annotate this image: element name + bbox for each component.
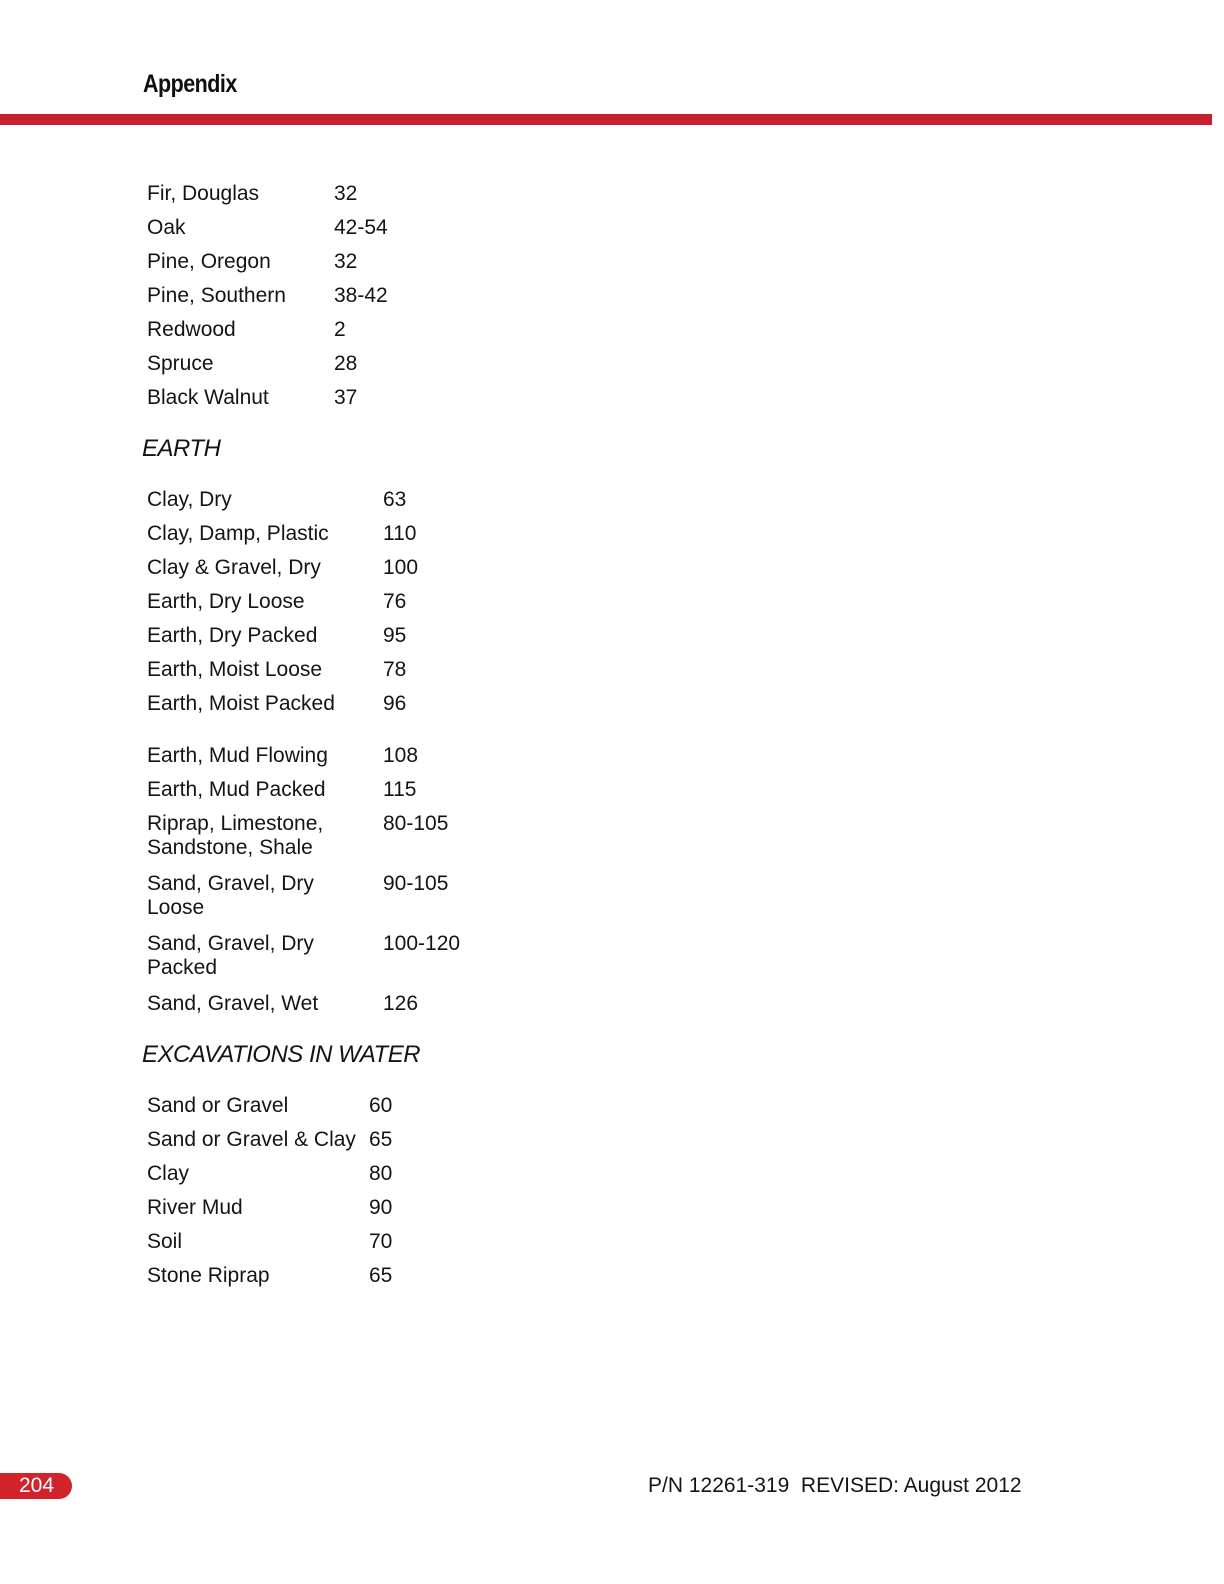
table-row [147,488,460,522]
material-name: Clay, Dry [147,488,232,511]
weight-value: 108 [383,744,419,767]
table-row [147,556,460,590]
material-name: Sand, Gravel, Wet [147,992,319,1015]
section-title-earth: EARTH [142,435,221,462]
footer-part-number: P/N 12261-319 REVISED: August 2012 [648,1474,1022,1497]
weight-value: 80-105 [383,812,449,835]
material-name: Stone Riprap [147,1264,270,1287]
weight-value: 76 [383,590,407,613]
table-row [147,1264,392,1298]
weight-value: 2 [334,318,346,341]
material-name: Earth, Moist Loose [147,658,323,681]
material-name: Sand, Gravel, Dry Loose [147,872,314,919]
material-name: Riprap, Limestone, Sandstone, Shale [147,812,324,859]
table-row [147,1196,392,1230]
section-title-excavations-in-water: EXCAVATIONS IN WATER [142,1041,421,1068]
table-row [147,182,388,216]
weight-value: 96 [383,692,407,715]
table-row [147,386,388,420]
table-row [147,932,460,992]
table-row [147,624,460,658]
weight-value: 126 [383,992,419,1015]
table-row [147,1162,392,1196]
table-row [147,250,388,284]
material-name: Clay [147,1162,190,1185]
weight-value: 63 [383,488,407,511]
weight-value: 100 [383,556,419,579]
weight-value: 70 [369,1230,393,1253]
row-spacer [147,726,460,744]
material-name: Earth, Dry Packed [147,624,318,647]
wood-weights-table [147,182,388,420]
weight-value: 42-54 [334,216,388,239]
material-name: Pine, Southern [147,284,286,307]
table-row [147,992,460,1026]
material-name: Soil [147,1230,183,1253]
page-header-title: Appendix [143,70,237,98]
material-name: River Mud [147,1196,243,1219]
material-name: Sand or Gravel [147,1094,289,1117]
table-row [147,812,460,872]
weight-value: 95 [383,624,407,647]
table-row [147,778,460,812]
material-name: Sand or Gravel & Clay [147,1128,356,1151]
material-name: Clay & Gravel, Dry [147,556,321,579]
table-row [147,590,460,624]
table-row [147,1094,392,1128]
weight-value: 78 [383,658,407,681]
material-name: Redwood [147,318,236,341]
material-name: Black Walnut [147,386,269,409]
table-row [147,692,460,726]
page-number-badge: 204 [0,1473,72,1499]
table-row [147,318,388,352]
weight-value: 65 [369,1128,393,1151]
table-row [147,872,460,932]
material-name: Earth, Mud Flowing [147,744,328,767]
weight-value: 110 [383,522,417,545]
material-name: Fir, Douglas [147,182,260,205]
header-rule [0,114,1212,125]
material-name: Earth, Moist Packed [147,692,335,715]
weight-value: 60 [369,1094,393,1117]
water-excavation-weights-table [147,1094,392,1298]
weight-value: 32 [334,250,358,273]
material-name: Earth, Mud Packed [147,778,326,801]
table-row [147,1128,392,1162]
earth-weights-table [147,488,460,1026]
weight-value: 90-105 [383,872,449,895]
material-name: Oak [147,216,186,239]
weight-value: 115 [383,778,417,801]
weight-value: 100-120 [383,932,461,955]
material-name: Earth, Dry Loose [147,590,305,613]
table-row [147,284,388,318]
table-row [147,744,460,778]
weight-value: 32 [334,182,358,205]
material-name: Sand, Gravel, Dry Packed [147,932,314,979]
table-row [147,1230,392,1264]
material-name: Pine, Oregon [147,250,271,273]
weight-value: 80 [369,1162,393,1185]
material-name: Spruce [147,352,214,375]
table-row [147,352,388,386]
weight-value: 37 [334,386,358,409]
weight-value: 38-42 [334,284,388,307]
weight-value: 28 [334,352,358,375]
table-row [147,658,460,692]
table-row [147,216,388,250]
weight-value: 90 [369,1196,393,1219]
table-row [147,522,460,556]
material-name: Clay, Damp, Plastic [147,522,329,545]
weight-value: 65 [369,1264,393,1287]
